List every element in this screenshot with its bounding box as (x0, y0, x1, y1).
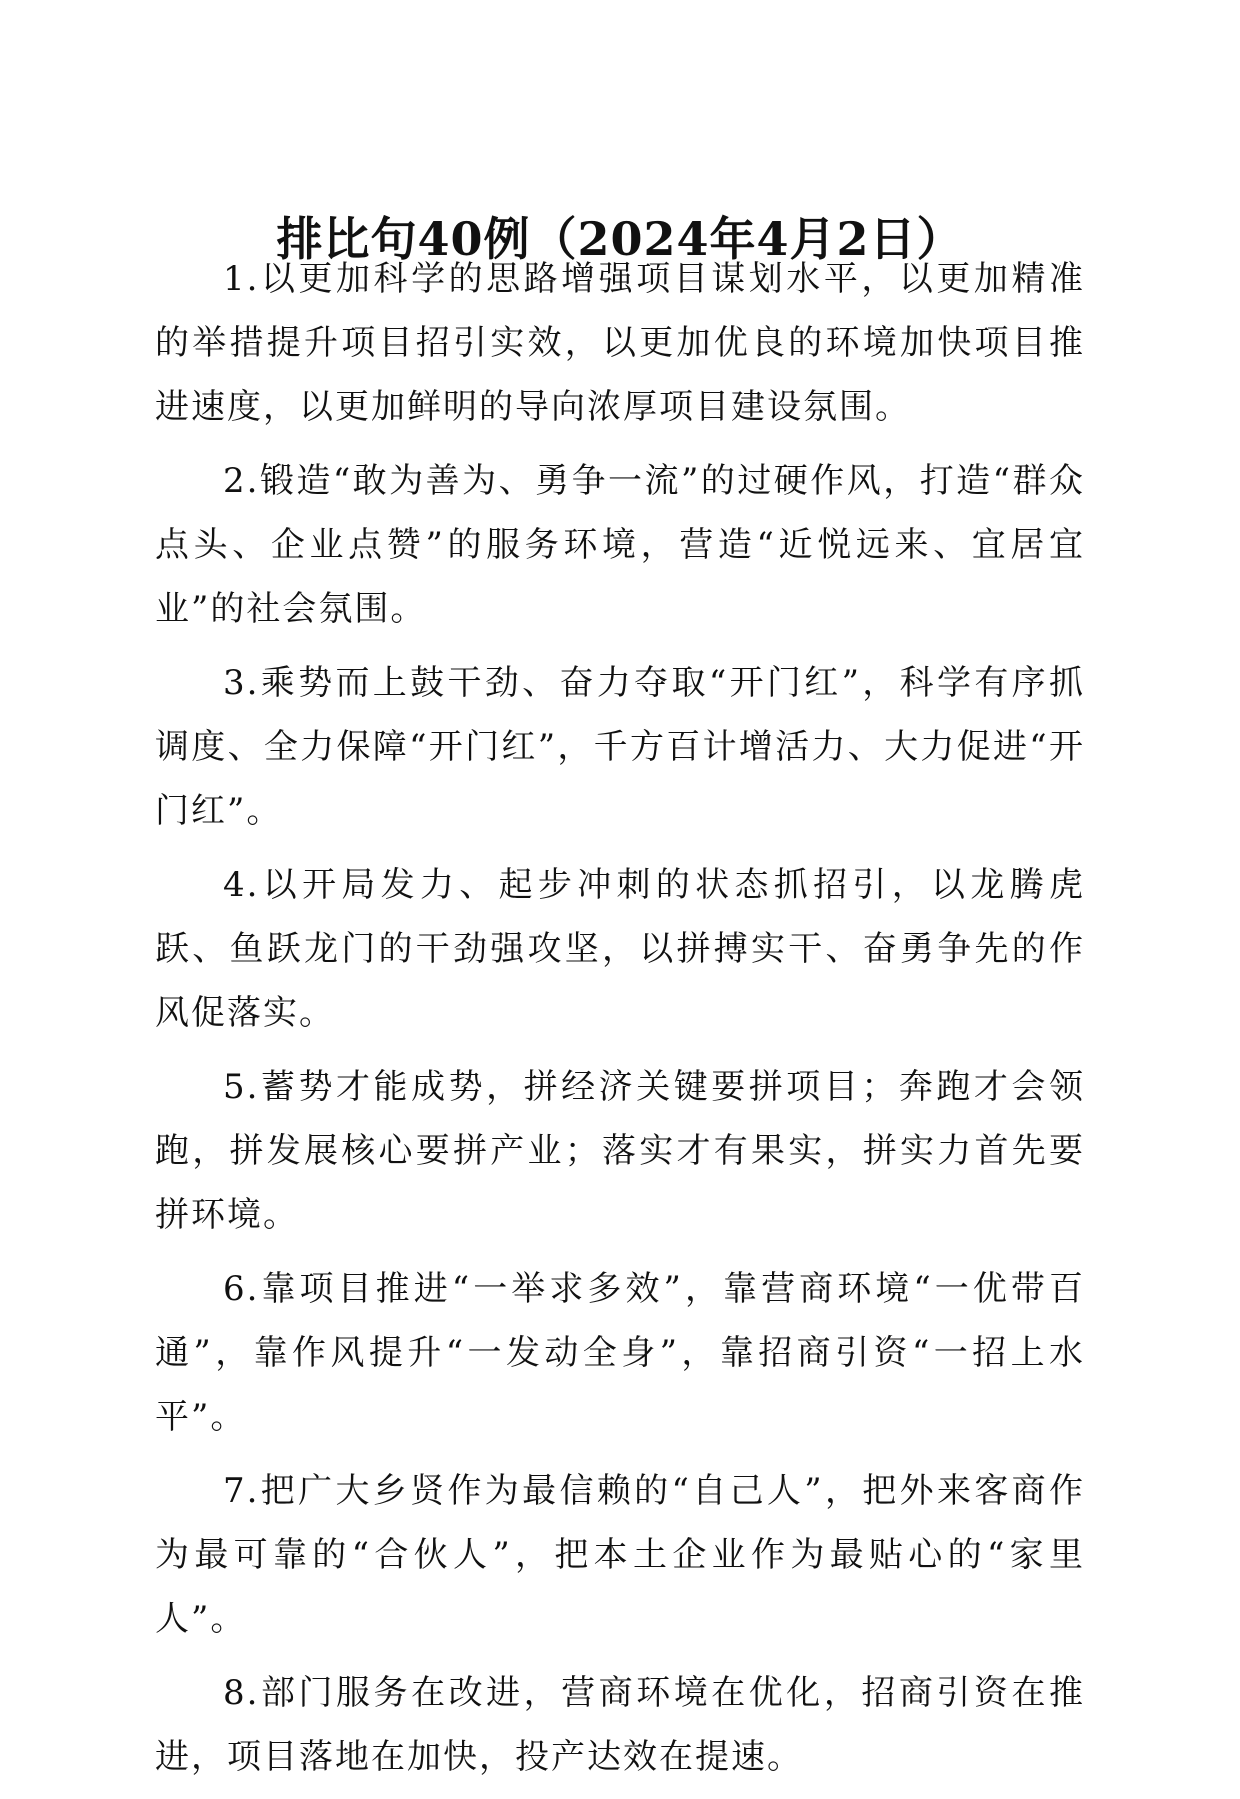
list-item: 6.靠项目推进“一举求多效”，靠营商环境“一优带百通”，靠作风提升“一发动全身”，靠招商引资“一招上水平”。 (155, 1269, 1085, 1437)
list-item: 8.部门服务在改进，营商环境在优化，招商引资在推进，项目落地在加快，投产达效在提速。 (155, 1673, 1085, 1777)
list-item: 4.以开局发力、起步冲刺的状态抓招引，以龙腾虎跃、鱼跃龙门的干劲强攻坚，以拼搏实干、奋勇争先的作风促落实。 (155, 865, 1085, 1033)
list-item: 3.乘势而上鼓干劲、奋力夺取“开门红”，科学有序抓调度、全力保障“开门红”，千方百计增活力、大力促进“开门红”。 (155, 663, 1085, 831)
document-body (155, 247, 1085, 1799)
list-item: 1.以更加科学的思路增强项目谋划水平，以更加精准的举措提升项目招引实效，以更加优良的环境加快项目推进速度，以更加鲜明的导向浓厚项目建设氛围。 (155, 259, 1085, 427)
document-title: 排比句40例（2024年4月2日） (276, 211, 964, 266)
list-item: 7.把广大乡贤作为最信赖的“自己人”，把外来客商作为最可靠的“合伙人”，把本土企业作为最贴心的“家里人”。 (155, 1471, 1085, 1639)
list-item: 2.锻造“敢为善为、勇争一流”的过硬作风，打造“群众点头、企业点赞”的服务环境，营造“近悦远来、宜居宜业”的社会氛围。 (155, 461, 1085, 629)
list-item: 5.蓄势才能成势，拼经济关键要拼项目；奔跑才会领跑，拼发展核心要拼产业；落实才有果实，拼实力首先要拼环境。 (155, 1067, 1085, 1235)
